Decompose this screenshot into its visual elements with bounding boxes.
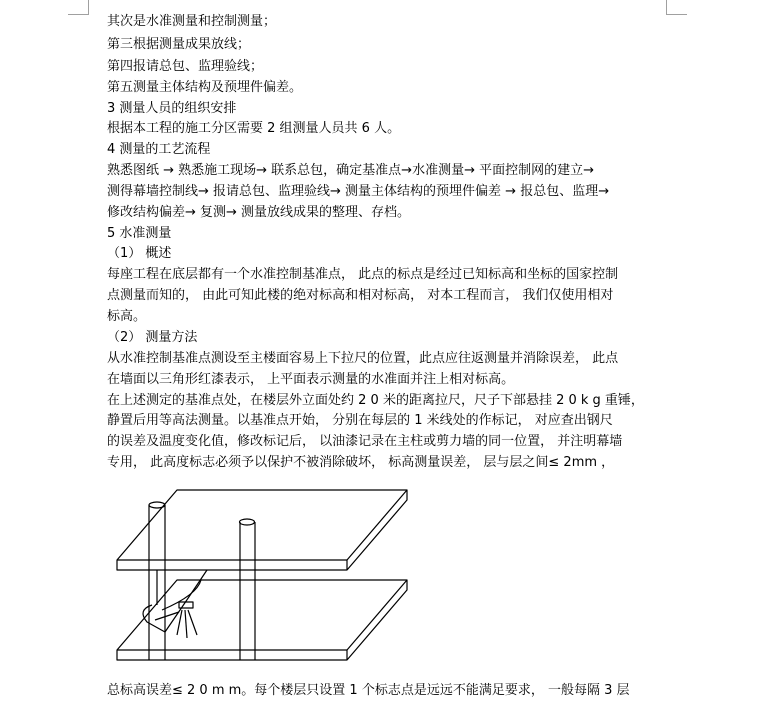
text-line: 点测量而知的， 由此可知此楼的绝对标高和相对标高， 对本工程而言， 我们仅使用相对 (107, 288, 614, 303)
leveling-measurement-diagram-icon (107, 480, 437, 675)
text-line: 在上述测定的基准点处，在楼层外立面处约 2 0 米的距离拉尺，尺子下部悬挂 2 0 k g 重锤， (107, 393, 644, 408)
text-line: 根据本工程的施工分区需要 2 组测量人员共 6 人。 (107, 121, 401, 136)
text-line: 修改结构偏差→ 复测→ 测量放线成果的整理、存档。 (107, 205, 411, 220)
text-line: 第三根据测量成果放线； (107, 37, 251, 52)
text-line: 专用， 此高度标志必须予以保护不被消除破坏， 标高测量误差， 层与层之间≤ 2mm ， (107, 455, 615, 470)
subsection-heading: （2） 测量方法 (107, 330, 198, 345)
text-line: 在墙面以三角形红漆表示， 上平面表示测量的水准面并注上相对标高。 (107, 372, 515, 387)
text-line: 从水准控制基准点测设至主楼面容易上下拉尺的位置，此点应往返测量并消除误差， 此点 (107, 351, 619, 366)
text-line: 每座工程在底层都有一个水准控制基准点， 此点的标点是经过已知标高和坐标的国家控制 (107, 267, 619, 282)
page-margin-corner-mark (666, 0, 687, 15)
text-line: 第四报请总包、监理验线； (107, 59, 264, 74)
text-line: 测得幕墙控制线→ 报请总包、监理验线→ 测量主体结构的预埋件偏差 → 报总包、监理→ (107, 184, 610, 199)
text-line: 其次是水准测量和控制测量； (107, 14, 277, 29)
section-heading: 5 水准测量 (107, 226, 172, 241)
subsection-heading: （1） 概述 (107, 246, 172, 261)
page-margin-corner-mark (68, 0, 89, 15)
section-heading: 3 测量人员的组织安排 (107, 101, 237, 116)
text-line: 第五测量主体结构及预埋件偏差。 (107, 80, 303, 95)
text-line: 总标高误差≤ 2 0 m m。每个楼层只设置 1 个标志点是远远不能满足要求， 一般每隔 3 层 (107, 683, 630, 698)
section-heading: 4 测量的工艺流程 (107, 142, 211, 157)
text-line: 标高。 (107, 309, 147, 324)
text-line: 静置后用等高法测量。以基准点开始， 分别在每层的 1 米线处的作标记， 对应查出钢尺 (107, 413, 613, 428)
text-line: 的误差及温度变化值，修改标记后， 以油漆记录在主柱或剪力墙的同一位置， 并注明幕墙 (107, 434, 623, 449)
text-line: 熟悉图纸 → 熟悉施工现场→ 联系总包，确定基准点→水准测量→ 平面控制网的建立→ (107, 163, 594, 178)
